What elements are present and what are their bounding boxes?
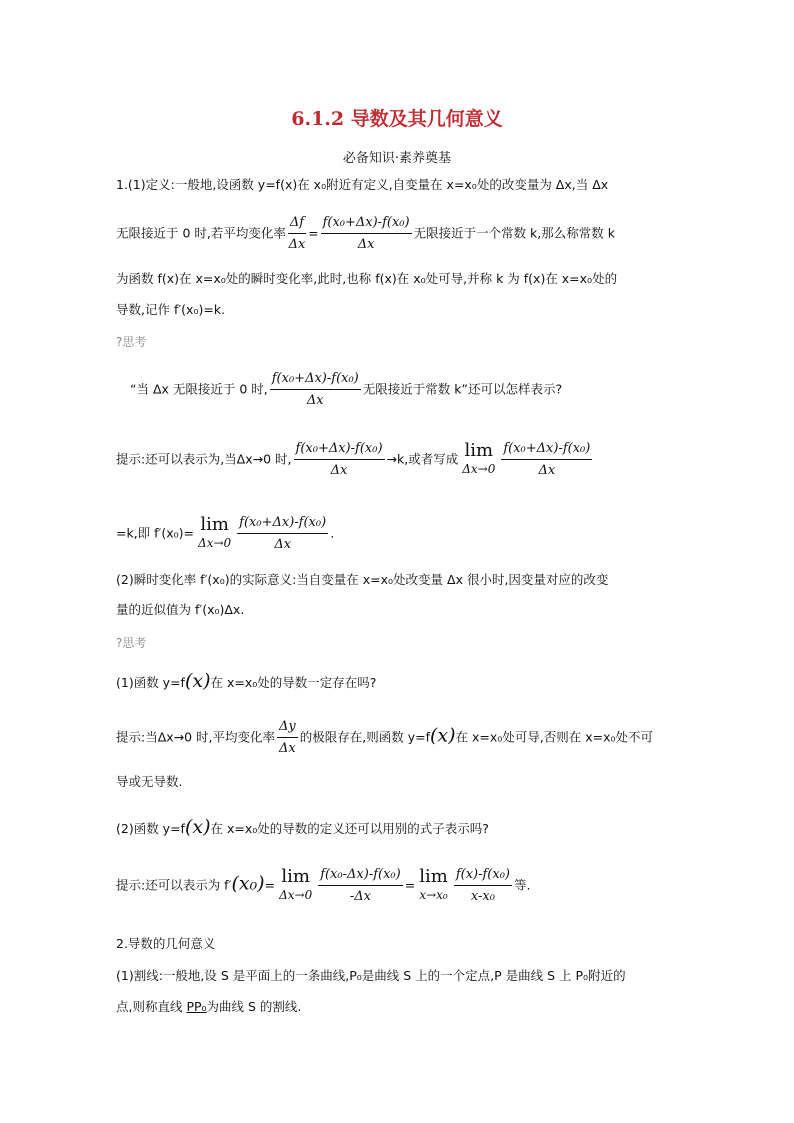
text: →k,或者写成 (386, 451, 459, 467)
equals: = (404, 877, 416, 893)
numerator: Δf (288, 214, 306, 234)
denominator: Δx (279, 741, 296, 756)
text: 无限接近于一个常数 k,那么称常数 k (413, 225, 615, 241)
definition-line-4: 导数,记作 f′(x₀)=k. (116, 302, 226, 317)
think-label-2: ?思考 (116, 636, 147, 650)
think-question-1 (130, 370, 562, 410)
lim-under: x→x₀ (419, 888, 448, 902)
fraction-difference-quotient (321, 214, 412, 254)
lim-under: Δx→0 (462, 462, 496, 476)
denominator: Δx (288, 237, 306, 252)
fraction-difference-quotient (237, 514, 328, 554)
denominator: Δx (306, 393, 324, 408)
math-x: (x) (184, 670, 211, 692)
text: 等. (514, 877, 531, 893)
denominator: Δx (274, 537, 292, 552)
numerator: f(x₀+Δx)-f(x₀) (501, 440, 592, 460)
text: 无限接近于 0 时,若平均变化率 (116, 225, 286, 241)
meaning-line-1: (2)瞬时变化率 f′(x₀)的实际意义:当自变量在 x=x₀处改变量 Δx 很小时,因变量对应的改变 (116, 572, 609, 587)
text: 为曲线 S 的割线. (206, 999, 302, 1014)
lim-under: Δx→0 (279, 888, 313, 902)
fraction-difference-quotient (294, 440, 385, 480)
definition-line-2 (116, 214, 615, 254)
fraction-difference-quotient (270, 370, 361, 410)
text: 无限接近于常数 k”还可以怎样表示? (362, 381, 563, 397)
hint-line-1 (116, 440, 594, 480)
text: “当 Δx 无限接近于 0 时, (130, 381, 268, 397)
text: 在 x=x₀处可导,否则在 x=x₀处不可 (455, 729, 654, 745)
math-x: (x) (184, 816, 211, 838)
page-title: 6.1.2 导数及其几何意义 (291, 108, 503, 130)
denominator: Δx (357, 237, 375, 252)
text: 提示:还可以表示为,当Δx→0 时, (116, 451, 292, 467)
hint-3-line (116, 866, 530, 906)
text: 提示:当Δx→0 时,平均变化率 (116, 729, 276, 745)
definition-line-1: 1.(1)定义:一般地,设函数 y=f(x)在 x₀附近有定义,自变量在 x=x₀处的改变量为 Δx,当 Δx (116, 177, 609, 192)
hint-2-line-1 (116, 718, 653, 758)
text: (1)函数 y=f (116, 675, 185, 690)
text: 提示:还可以表示为 f′ (116, 877, 232, 893)
denominator: -Δx (349, 889, 372, 904)
limit (419, 868, 448, 904)
section-subtitle: 必备知识·素养奠基 (342, 151, 452, 166)
fraction-dy-dx (277, 718, 298, 758)
math-x0: (x₀) (231, 872, 265, 895)
numerator: f(x₀+Δx)-f(x₀) (270, 370, 361, 390)
limit (198, 516, 231, 552)
limit (462, 442, 495, 478)
fraction-df-dx (288, 214, 306, 254)
math-x: (x) (430, 724, 456, 747)
fraction-backward-quotient (318, 866, 403, 906)
secant-line-2 (116, 998, 301, 1016)
text: 点,则称直线 (116, 999, 187, 1014)
lim: lim (281, 866, 310, 887)
text: =k,即 f′(x₀)= (116, 525, 195, 541)
numerator: f(x)-f(x₀) (454, 866, 512, 886)
question-1 (116, 672, 376, 692)
numerator: Δy (277, 718, 298, 738)
meaning-line-2: 量的近似值为 f′(x₀)Δx. (116, 602, 245, 617)
limit (279, 868, 312, 904)
numerator: f(x₀+Δx)-f(x₀) (294, 440, 385, 460)
lim: lim (419, 866, 448, 887)
question-2 (116, 818, 489, 838)
equals: = (264, 877, 276, 893)
text: . (330, 525, 335, 541)
fraction-x-quotient (454, 866, 512, 906)
denominator: x-x₀ (470, 889, 495, 904)
lim: lim (464, 440, 494, 461)
underlined-pp0: PP₀ (186, 999, 207, 1014)
text: 的极限存在,则函数 y=f (299, 729, 431, 745)
numerator: f(x₀-Δx)-f(x₀) (318, 866, 403, 886)
denominator: Δx (538, 463, 556, 478)
text: (2)函数 y=f (116, 821, 185, 836)
definition-line-3: 为函数 f(x)在 x=x₀处的瞬时变化率,此时,也称 f(x)在 x₀处可导,并称 k 为 f(x)在 x=x₀处的 (116, 271, 618, 286)
text: 在 x=x₀处的导数一定存在吗? (210, 675, 377, 690)
numerator: f(x₀+Δx)-f(x₀) (237, 514, 328, 534)
text: 在 x=x₀处的导数的定义还可以用别的式子表示吗? (210, 821, 489, 836)
lim-under: Δx→0 (198, 536, 232, 550)
equals: = (308, 225, 319, 241)
hint-line-2 (116, 514, 334, 554)
section-2-heading: 2.导数的几何意义 (116, 936, 216, 951)
think-label-1: ?思考 (116, 335, 147, 349)
secant-line-1: (1)割线:一般地,设 S 是平面上的一条曲线,P₀是曲线 S 上的一个定点,P 是曲线 S 上 P₀附近的 (116, 968, 626, 983)
hint-2-line-2: 导或无导数. (116, 774, 183, 789)
fraction-difference-quotient (501, 440, 592, 480)
lim: lim (200, 514, 229, 535)
numerator: f(x₀+Δx)-f(x₀) (321, 214, 412, 234)
denominator: Δx (330, 463, 348, 478)
